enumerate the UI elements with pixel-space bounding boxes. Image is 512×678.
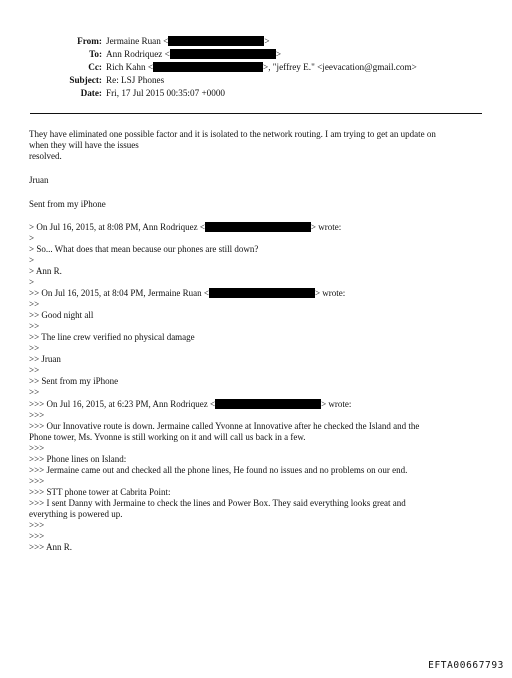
- quote-line: >>>: [29, 520, 45, 530]
- quote-line: > Ann R.: [29, 266, 62, 276]
- body-line: resolved.: [29, 151, 62, 161]
- redaction-bar: [168, 36, 264, 46]
- redaction-bar: [205, 222, 311, 232]
- quote-header-3: >>> On Jul 16, 2015, at 6:23 PM, Ann Rodriquez < > wrote:: [29, 399, 352, 409]
- quote-line: >> Sent from my iPhone: [29, 376, 119, 386]
- cc-label: Cc:: [88, 62, 102, 72]
- quote-header-1: > On Jul 16, 2015, at 8:08 PM, Ann Rodriquez < > wrote:: [29, 222, 342, 232]
- quote-line: >>> Jermaine came out and checked all the phone lines, He found no issues and no problems on our end.: [29, 465, 408, 475]
- quote-line: >>: [29, 299, 40, 309]
- redaction-bar: [153, 62, 263, 72]
- body-line: when they will have the issues: [29, 140, 139, 150]
- to-label: To:: [89, 49, 102, 59]
- quote-line: >>> STT phone tower at Cabrita Point:: [29, 487, 171, 497]
- quote-line: >>> Ann R.: [29, 542, 72, 552]
- sent-from-line: Sent from my iPhone: [29, 199, 106, 209]
- quote-line: >>: [29, 365, 40, 375]
- to-value: Ann Rodriquez < >: [106, 49, 282, 59]
- quote-line: >: [29, 277, 35, 287]
- quote-header-2: >> On Jul 16, 2015, at 8:04 PM, Jermaine Ruan < > wrote:: [29, 288, 346, 298]
- subject-label: Subject:: [69, 75, 102, 85]
- quote-line: >>> Phone lines on Island:: [29, 454, 127, 464]
- quote-line: >>: [29, 343, 40, 353]
- body-line: They have eliminated one possible factor and it is isolated to the network routing. I am trying to get an update on: [29, 129, 436, 139]
- quote-line: >>> Our Innovative route is down. Jermaine called Yvonne at Innovative after he checked the Island and the: [29, 421, 420, 431]
- document-id: EFTA00667793: [428, 660, 504, 671]
- quote-line: >>>: [29, 476, 45, 486]
- header-divider: [30, 113, 482, 114]
- subject-value: Re: LSJ Phones: [106, 75, 165, 85]
- quote-line: Phone tower, Ms. Yvonne is still working on it and will call us back in a few.: [29, 432, 306, 442]
- quote-line: >: [29, 255, 35, 265]
- cc-value: Rich Kahn < >, "jeffrey E." <jeevacation@gmail.com>: [106, 62, 417, 72]
- quote-line: >> Jruan: [29, 354, 61, 364]
- date-label: Date:: [80, 88, 102, 98]
- quote-line: everything is powered up.: [29, 509, 123, 519]
- quote-line: > So... What does that mean because our phones are still down?: [29, 244, 259, 254]
- redaction-bar: [215, 399, 321, 409]
- from-label: From:: [77, 36, 102, 46]
- quote-line: >>>: [29, 410, 45, 420]
- quote-line: >>>: [29, 531, 45, 541]
- date-value: Fri, 17 Jul 2015 00:35:07 +0000: [106, 88, 226, 98]
- quote-line: >> Good night all: [29, 310, 94, 320]
- quote-line: >>> I sent Danny with Jermaine to check the lines and Power Box. They said everything looks great and: [29, 498, 406, 508]
- redaction-bar: [170, 49, 276, 59]
- redaction-bar: [209, 288, 315, 298]
- from-value: Jermaine Ruan < >: [106, 36, 270, 46]
- signature-line: Jruan: [29, 175, 49, 185]
- quote-line: >>: [29, 387, 40, 397]
- quote-line: >>: [29, 321, 40, 331]
- quote-line: >: [29, 233, 35, 243]
- quote-line: >> The line crew verified no physical damage: [29, 332, 195, 342]
- quote-line: >>>: [29, 443, 45, 453]
